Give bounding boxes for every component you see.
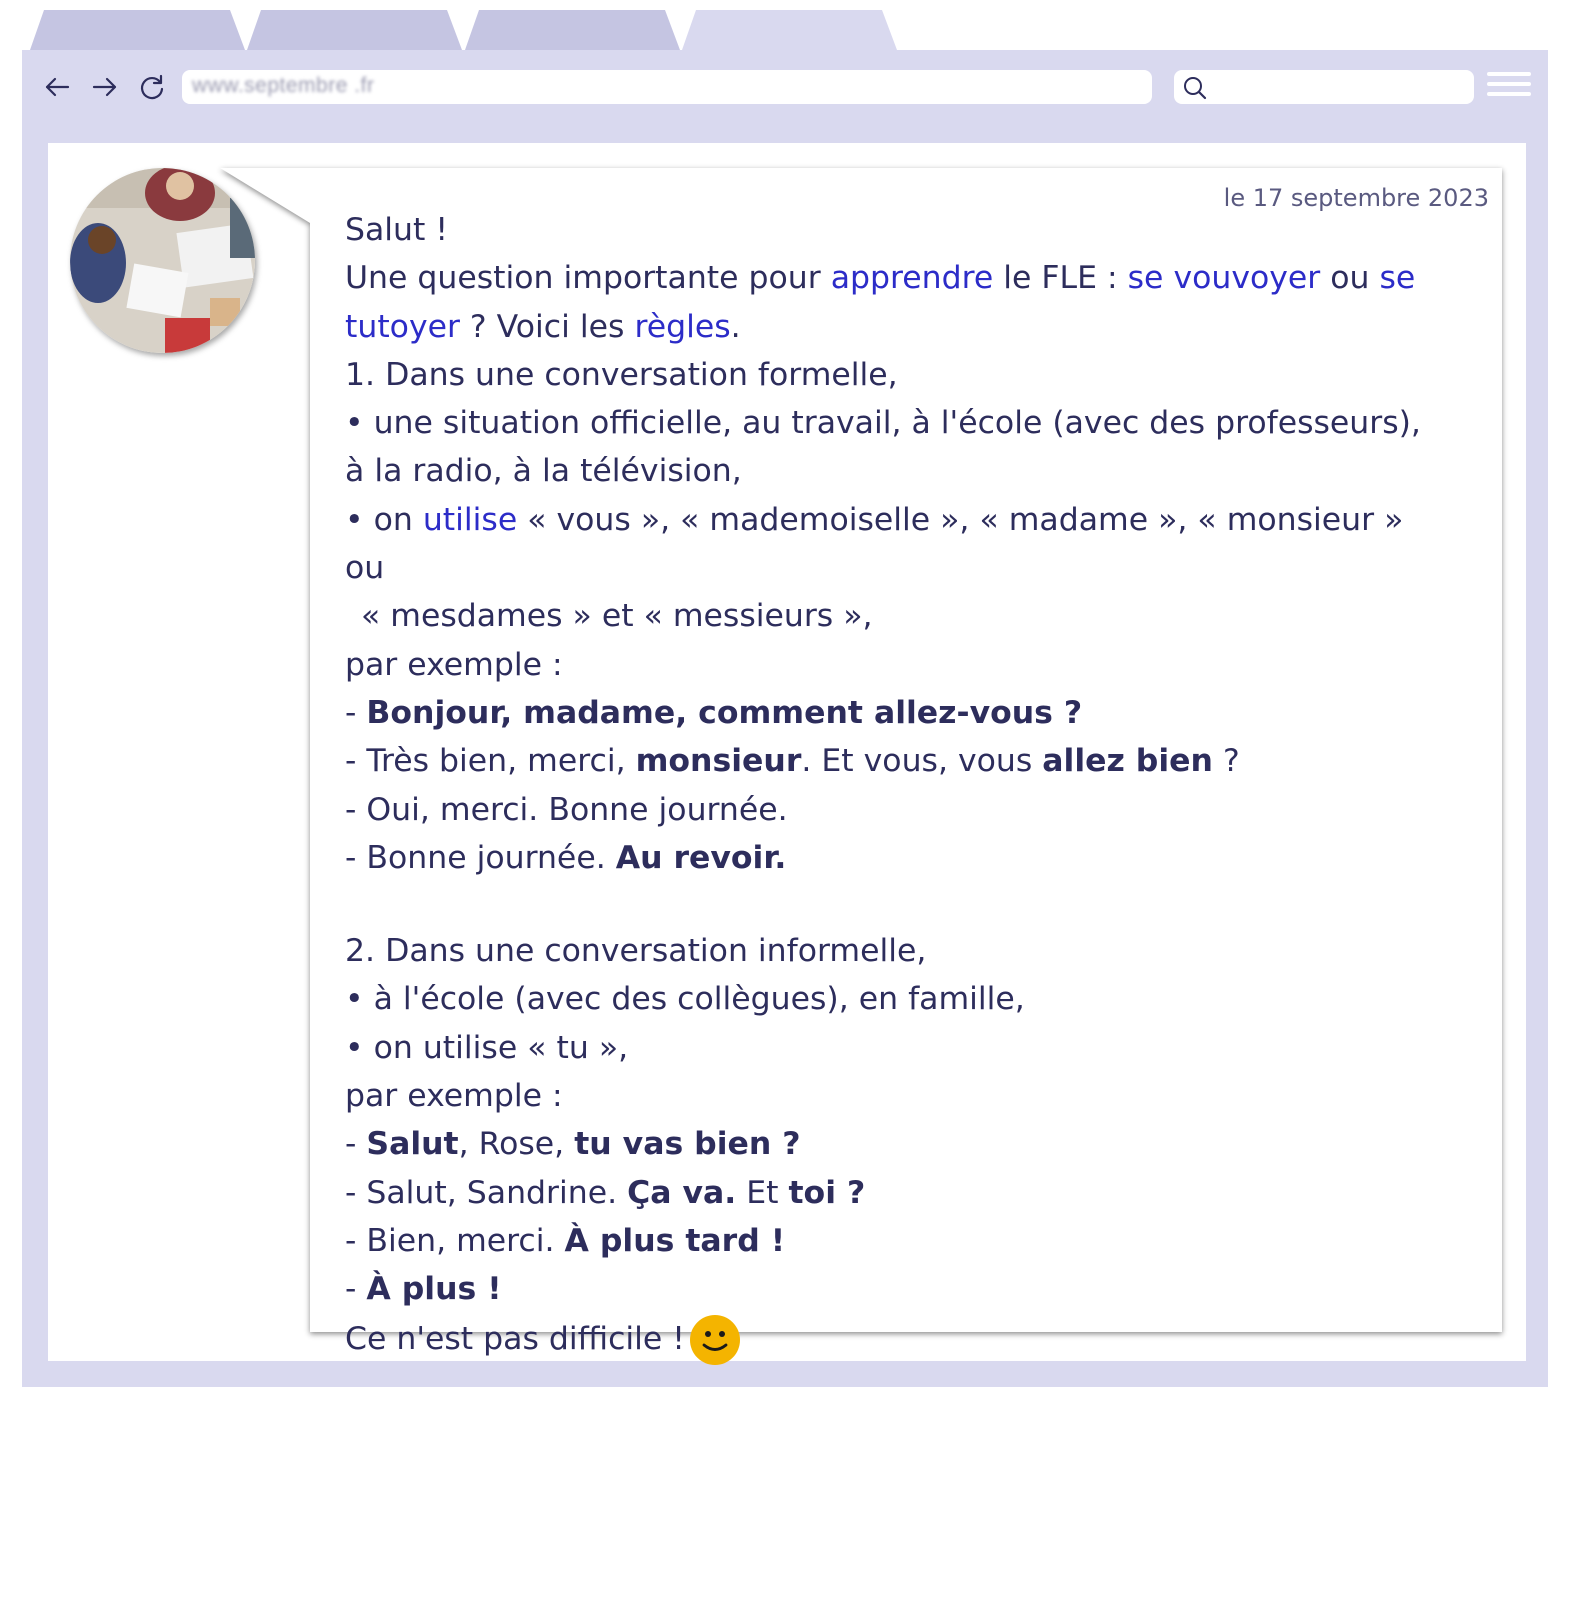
link-se-vouvoyer[interactable]: se vouvoyer	[1127, 260, 1321, 297]
text: ?	[1212, 743, 1240, 780]
back-button[interactable]	[40, 70, 74, 104]
text: - Bien, merci.	[345, 1222, 565, 1259]
formal-bullet-2-post: « vous », « mademoiselle », « madame », « monsieur » ou	[345, 501, 1404, 587]
bold-text: À plus !	[366, 1271, 502, 1308]
bold-text: allez bien	[1042, 743, 1213, 780]
closing-line	[345, 1314, 1430, 1366]
text: , Rose,	[458, 1126, 575, 1163]
bold-text: Salut	[366, 1126, 459, 1163]
message-body	[345, 206, 1430, 1366]
dash: -	[345, 694, 367, 731]
greeting: Salut !	[345, 212, 449, 248]
link-apprendre[interactable]: apprendre	[830, 260, 994, 297]
formal-bullet-1: • une situation officielle, au travail, à l'école (avec des professeurs), à la radio, à la télévision,	[345, 405, 1421, 490]
intro-text-2: le FLE :	[993, 260, 1128, 297]
text: -	[345, 1271, 367, 1308]
bold-text: tu vas bien ?	[574, 1126, 801, 1163]
bold-text: À plus tard !	[564, 1222, 786, 1259]
formal-line-3: - Oui, merci. Bonne journée.	[345, 791, 788, 828]
intro-text-4: ? Voici les	[459, 308, 635, 345]
search-icon	[1182, 75, 1208, 101]
bold-text: monsieur	[635, 743, 802, 780]
informal-bullet-2: • on utilise « tu »,	[345, 1029, 629, 1066]
text: -	[345, 1126, 367, 1163]
forward-button[interactable]	[88, 70, 122, 104]
bold-text: toi ?	[788, 1174, 866, 1211]
text: - Bonne journée.	[345, 839, 616, 876]
arrow-left-icon	[44, 76, 70, 98]
informal-bullet-1: • à l'école (avec des collègues), en famille,	[345, 981, 1025, 1018]
browser-tab-1[interactable]	[30, 10, 245, 50]
link-se-tutoyer[interactable]: se tutoyer	[345, 260, 1416, 345]
text: . Et vous, vous	[801, 743, 1043, 780]
closing-text: Ce n'est pas difficile !	[345, 1320, 685, 1357]
smiley-icon	[689, 1314, 741, 1366]
bold-text: Bonjour, madame, comment allez-vous ?	[366, 694, 1083, 731]
informal-line-4	[345, 1265, 1430, 1313]
link-utilise[interactable]: utilise	[422, 501, 518, 538]
browser-tab-2[interactable]	[247, 10, 462, 50]
arrow-right-icon	[92, 76, 118, 98]
url-text: www.septembre .fr	[192, 74, 375, 97]
bold-text: Ça va.	[627, 1174, 737, 1211]
formal-bullet-2-cont: « mesdames » et « messieurs »,	[361, 598, 873, 635]
link-regles[interactable]: règles	[634, 308, 731, 345]
formal-bullet-2-pre: • on	[345, 501, 423, 538]
formal-line-1	[345, 689, 1430, 737]
post-date: le 17 septembre 2023	[1223, 184, 1489, 212]
informal-example-label: par exemple :	[345, 1078, 563, 1115]
text: - Très bien, merci,	[345, 743, 636, 780]
search-input[interactable]	[1174, 70, 1474, 104]
formal-line-2	[345, 737, 1430, 785]
address-bar[interactable]	[182, 70, 1152, 104]
informal-line-1	[345, 1120, 1430, 1168]
intro-text-3: ou	[1320, 260, 1380, 297]
intro-paragraph	[345, 254, 1430, 351]
informal-heading: 2. Dans une conversation informelle,	[345, 933, 927, 970]
intro-text-5: .	[730, 308, 741, 345]
formal-heading: 1. Dans une conversation formelle,	[345, 356, 898, 393]
browser-tab-3[interactable]	[465, 10, 680, 50]
reload-button[interactable]	[135, 70, 169, 104]
formal-example-label: par exemple :	[345, 646, 563, 683]
informal-line-3	[345, 1217, 1430, 1265]
text: - Salut, Sandrine.	[345, 1174, 628, 1211]
formal-line-4	[345, 834, 1430, 882]
reload-icon	[138, 73, 166, 101]
informal-line-2	[345, 1169, 1430, 1217]
text: Et	[736, 1174, 789, 1211]
formal-bullet-2	[345, 496, 1430, 593]
bold-text: Au revoir.	[615, 839, 787, 876]
hamburger-menu-icon[interactable]	[1487, 72, 1531, 102]
browser-tab-active[interactable]	[682, 10, 897, 50]
intro-text-1: Une question importante pour	[345, 260, 831, 297]
